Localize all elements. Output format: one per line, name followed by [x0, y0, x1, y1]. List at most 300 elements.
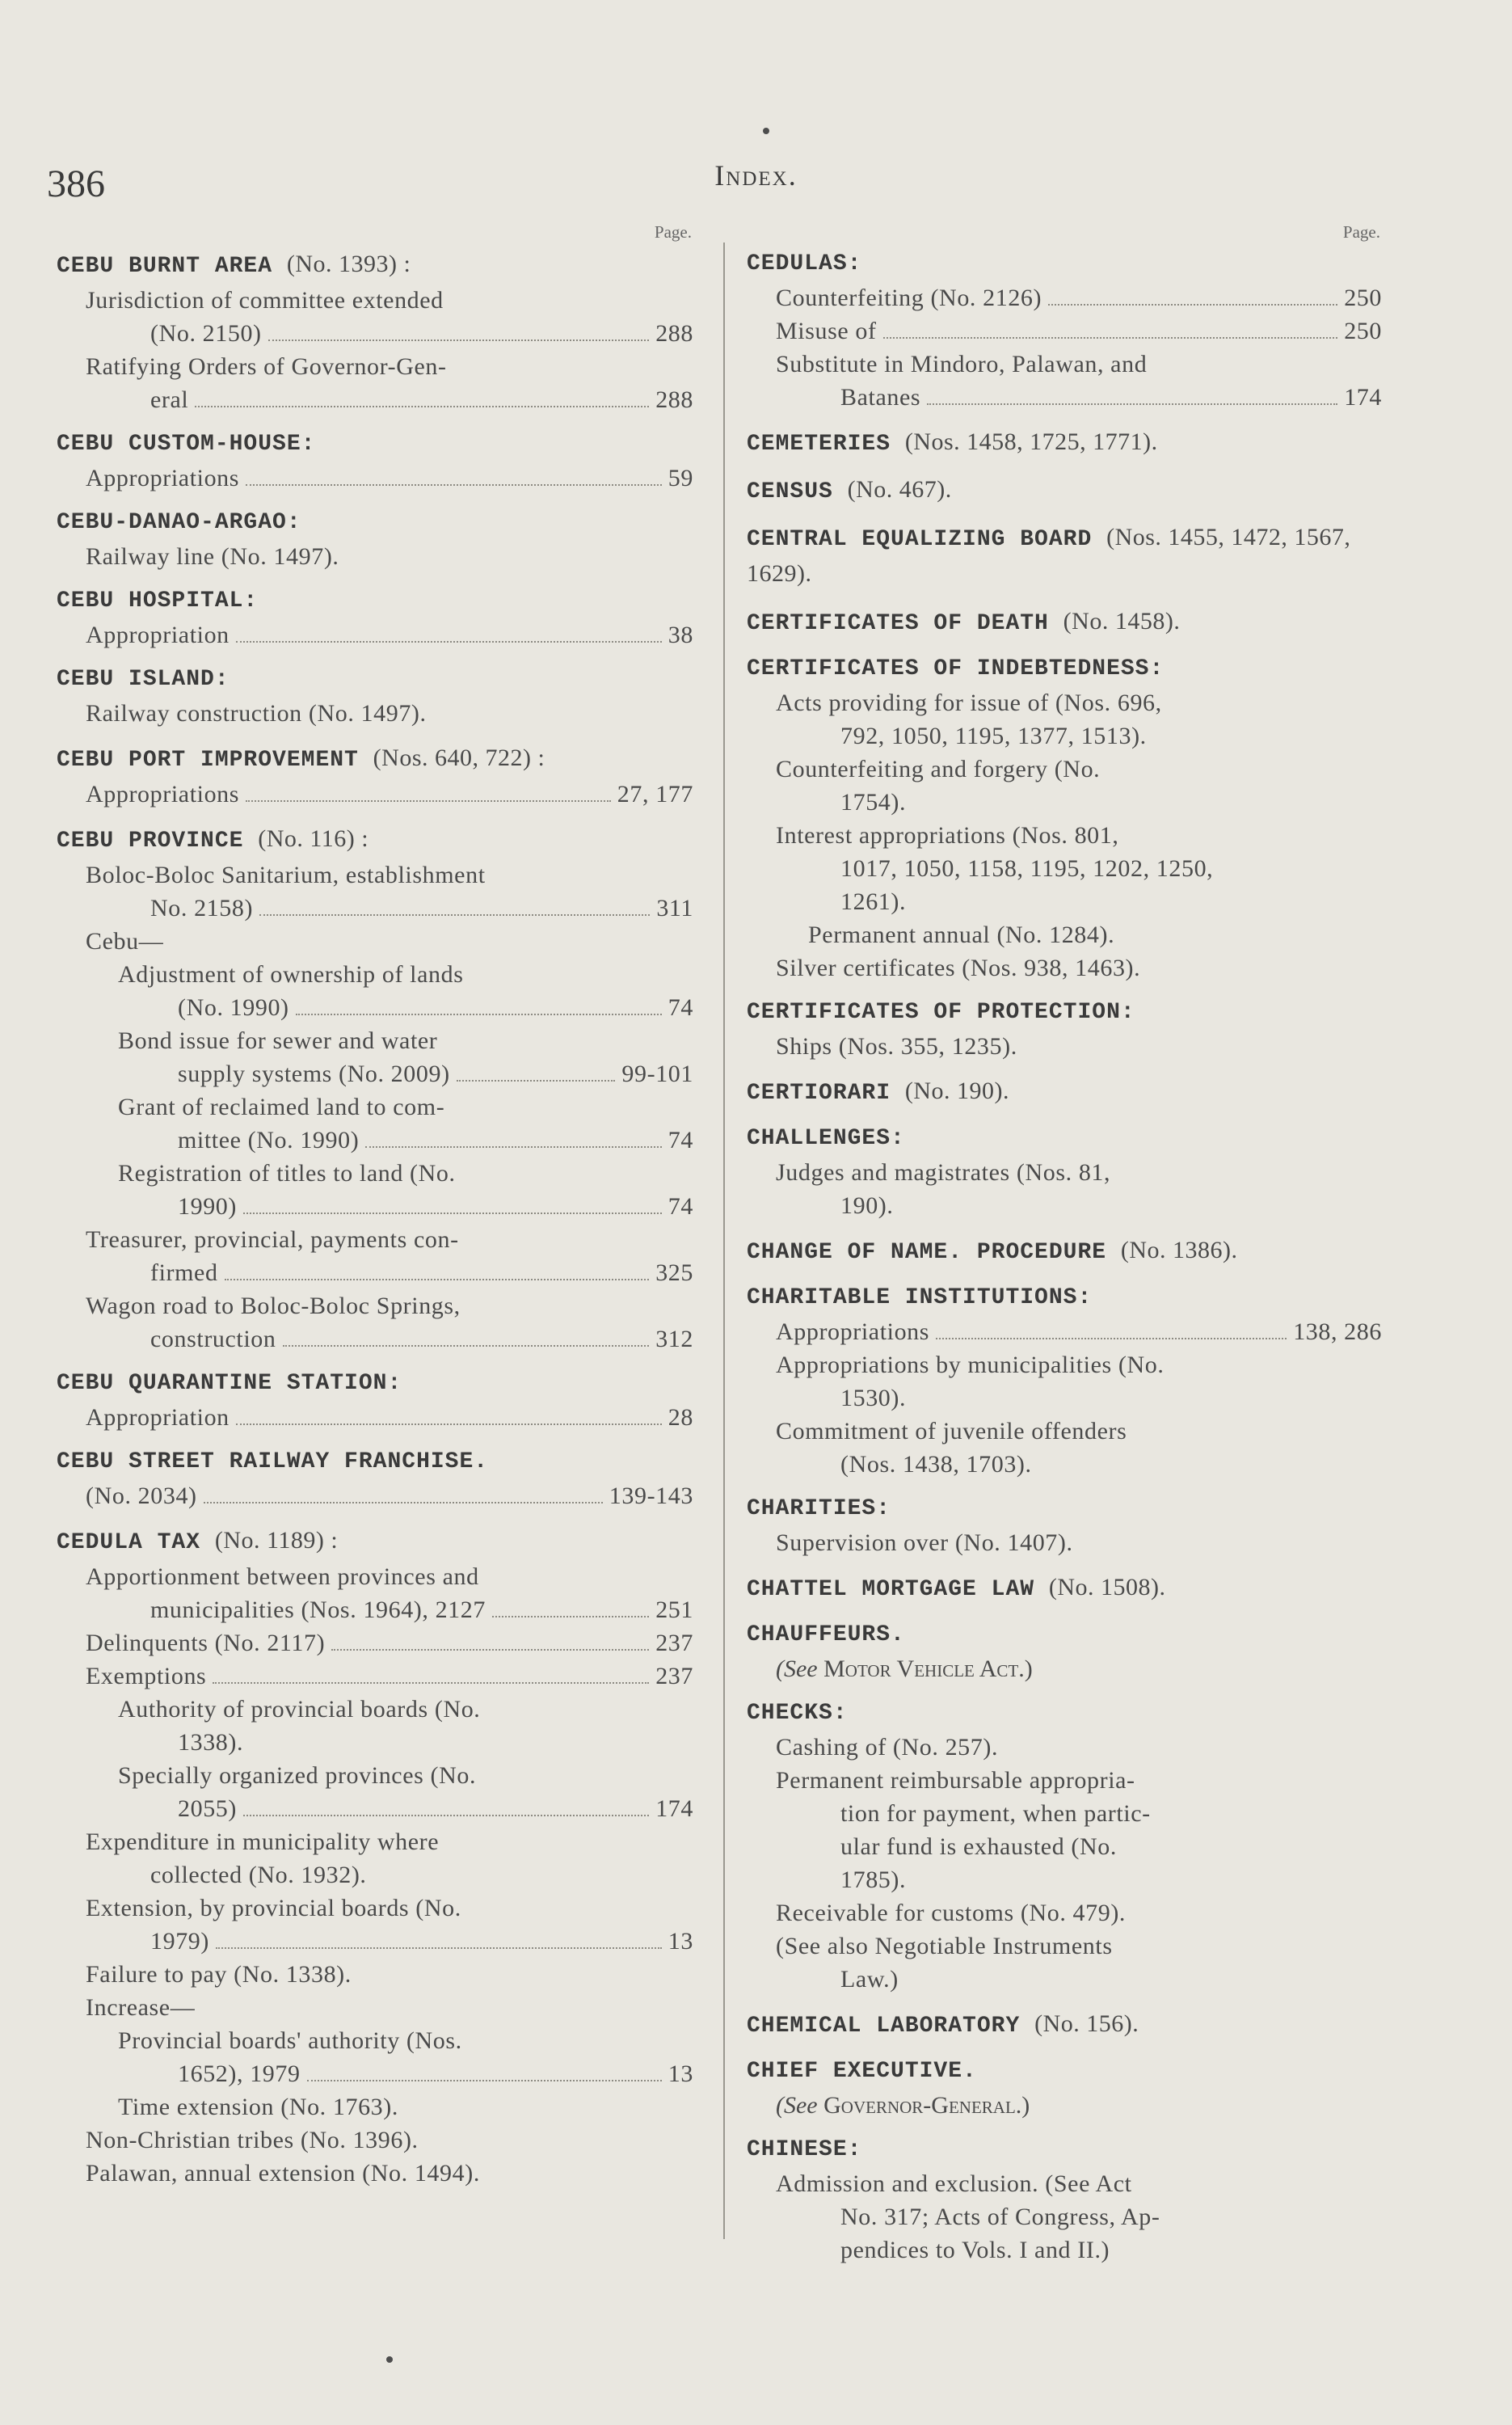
dot-leader [296, 1014, 662, 1015]
dot-leader [225, 1279, 650, 1280]
subentry-line [776, 852, 1382, 885]
subentry-line [776, 2200, 1382, 2233]
entry-heading-text: CEBU HOSPITAL: [57, 588, 259, 614]
subentry-line [86, 1256, 693, 1289]
entry-heading [747, 1281, 1382, 1315]
subentry-text: Appropriation [86, 1404, 230, 1431]
subentry-text: eral [150, 386, 189, 413]
entry-heading-text: CHARITABLE INSTITUTIONS: [747, 1285, 1093, 1310]
entry-heading [747, 1492, 1382, 1526]
speck [763, 128, 769, 134]
subentry-line [776, 1415, 1382, 1448]
page-reference: 174 [655, 1795, 693, 1822]
index-subentry [57, 778, 693, 811]
subentry-line [118, 1057, 693, 1090]
index-subentry [747, 1764, 1382, 1896]
subentry-line [118, 2057, 693, 2090]
subentry-line [776, 1929, 1382, 1963]
entry-heading-text: CHEMICAL LABORATORY [747, 2014, 1021, 2039]
entry-heading-text: CERTIFICATES OF DEATH [747, 611, 1049, 636]
dot-leader [883, 337, 1338, 339]
subentry-text: Cebu— [86, 928, 164, 955]
subentry-text: Registration of titles to land (No. [118, 1160, 456, 1187]
subentry-line [86, 350, 693, 383]
dot-leader [204, 1502, 603, 1504]
see-prefix: (See [776, 1655, 818, 1682]
subentry-line [776, 1156, 1382, 1189]
index-subentry [57, 858, 693, 925]
index-entry [747, 2007, 1382, 2043]
subentry-text: Provincial boards' authority (Nos. [118, 2027, 462, 2054]
index-subentry [57, 697, 693, 730]
index-subentry [57, 1479, 693, 1512]
subentry-text: Grant of reclaimed land to com- [118, 1094, 445, 1120]
subentry-line [118, 1693, 693, 1726]
entry-heading-text: CHIEF EXECUTIVE. [747, 2059, 977, 2084]
index-subentry [747, 2167, 1382, 2267]
subentry-text: Counterfeiting (No. 2126) [776, 285, 1042, 311]
index-subentry [57, 350, 693, 416]
page-reference: 74 [668, 994, 693, 1021]
index-entry [747, 2055, 1382, 2122]
entry-heading [57, 822, 693, 858]
subentry-line [776, 1381, 1382, 1415]
entry-reference: (No. 1189) : [214, 1527, 339, 1554]
index-entry [747, 473, 1382, 509]
dot-leader [331, 1649, 649, 1651]
subentry-line [776, 753, 1382, 786]
entry-heading [57, 1367, 693, 1401]
page-reference: 311 [656, 895, 693, 922]
dot-leader [492, 1616, 649, 1617]
entry-heading [57, 1524, 693, 1560]
entry-heading [747, 2055, 1382, 2089]
entry-heading-text: CERTIFICATES OF INDEBTEDNESS: [747, 656, 1165, 681]
subentry-line [776, 314, 1382, 348]
page-column-label: Page. [1342, 222, 1380, 242]
subentry-text: Exemptions [86, 1663, 207, 1689]
entry-heading [57, 741, 693, 778]
page-reference: 27, 177 [617, 781, 693, 808]
subentry-text: Batanes [840, 384, 921, 411]
subentry-text: 1979) [150, 1928, 209, 1955]
subentry-line [118, 958, 693, 991]
index-subentry [57, 2090, 693, 2123]
page-reference: 59 [668, 465, 693, 491]
subentry-text: supply systems (No. 2009) [178, 1061, 450, 1087]
subentry-text: Permanent reimbursable appropria- [776, 1767, 1135, 1794]
entry-heading [747, 2007, 1382, 2043]
index-subentry [57, 540, 693, 573]
subentry-text: (No. 1990) [178, 994, 289, 1021]
index-entry [57, 584, 693, 652]
index-entry [57, 1524, 693, 2190]
subentry-line [776, 951, 1382, 985]
subentry-text: Palawan, annual extension (No. 1494). [86, 2160, 480, 2187]
index-subentry [57, 1825, 693, 1892]
index-subentry [57, 1892, 693, 1958]
subentry-line [776, 819, 1382, 852]
index-subentry [57, 1626, 693, 1660]
subentry-text: collected (No. 1932). [150, 1862, 367, 1888]
page-title: Index. [714, 159, 798, 192]
page-reference: 325 [655, 1259, 693, 1286]
subentry-line [118, 2090, 693, 2123]
subentry-line [118, 1190, 693, 1223]
entry-heading [57, 1445, 693, 1479]
entry-heading [747, 1074, 1382, 1111]
dot-leader [195, 406, 649, 407]
entry-heading [747, 1618, 1382, 1652]
index-subentry [57, 1223, 693, 1289]
subentry-line [86, 1289, 693, 1322]
subentry-text: 1530). [840, 1385, 907, 1411]
index-subentry [747, 951, 1382, 985]
subentry-text: 190). [840, 1192, 894, 1219]
entry-reference: (No. 1458). [1063, 608, 1181, 635]
index-subentry [747, 1030, 1382, 1063]
page-reference: 288 [655, 386, 693, 413]
see-target: Governor-General.) [823, 2092, 1030, 2119]
subentry-line [86, 1991, 693, 2024]
subentry-line [776, 2167, 1382, 2200]
subentry-text: Appropriations [86, 781, 240, 808]
page-reference: 139-143 [609, 1482, 693, 1509]
subentry-line [776, 1526, 1382, 1559]
page-number: 386 [47, 162, 105, 205]
dot-leader [927, 403, 1337, 405]
subentry-text: Permanent annual (No. 1284). [808, 922, 1115, 948]
index-subentry [57, 2123, 693, 2157]
subentry-line [86, 1401, 693, 1434]
entry-reference: (No. 1386). [1120, 1237, 1238, 1263]
see-prefix: (See [776, 2092, 818, 2119]
index-subentry [747, 314, 1382, 348]
subentry-line [776, 1896, 1382, 1929]
left-entries [57, 247, 693, 2190]
index-subentry [57, 1560, 693, 1626]
subentry-line [118, 1792, 693, 1825]
subentry-text: Extension, by provincial boards (No. [86, 1895, 461, 1921]
dot-leader [236, 641, 662, 643]
subentry-text: Interest appropriations (Nos. 801, [776, 822, 1119, 849]
subentry-text: Cashing of (No. 257). [776, 1734, 999, 1761]
dot-leader [236, 1423, 662, 1425]
index-entry [747, 521, 1382, 593]
index-subentry [747, 1156, 1382, 1222]
subentry-text: Adjustment of ownership of lands [118, 961, 464, 988]
entry-reference: (No. 467). [847, 476, 952, 503]
entry-reference: (Nos. 640, 722) : [373, 744, 545, 771]
page-reference: 13 [668, 1928, 693, 1955]
subentry-text: Treasurer, provincial, payments con- [86, 1226, 459, 1253]
index-subentry [57, 2024, 693, 2090]
subentry-line [86, 1560, 693, 1593]
subentry-line [776, 786, 1382, 819]
index-subentry [747, 686, 1382, 753]
index-entry [57, 1445, 693, 1512]
index-entry [747, 1492, 1382, 1559]
subentry-line [776, 348, 1382, 381]
entry-heading-text: CHECKS: [747, 1701, 848, 1726]
subentry-text: mittee (No. 1990) [178, 1127, 360, 1153]
entry-heading-text: CEBU BURNT AREA [57, 254, 273, 279]
dot-leader [365, 1146, 661, 1148]
index-entry [57, 506, 693, 573]
dot-leader [243, 1815, 649, 1816]
page-reference: 28 [668, 1404, 693, 1431]
subentry-line [118, 1124, 693, 1157]
index-subentry [57, 1660, 693, 1693]
entry-heading [747, 425, 1382, 462]
index-subentry [747, 1526, 1382, 1559]
index-subentry [747, 753, 1382, 819]
index-entry [747, 1281, 1382, 1481]
subentry-line [118, 1090, 693, 1124]
entry-heading-text: CEDULAS: [747, 251, 862, 276]
dot-leader [307, 2080, 662, 2081]
entry-heading-text: CEBU PROVINCE [57, 829, 244, 854]
index-subentry [57, 925, 693, 958]
subentry-line [776, 1863, 1382, 1896]
entry-heading [747, 1122, 1382, 1156]
entry-reference: (Nos. 1455, 1472, 1567, 1629). [747, 524, 1351, 587]
index-entry [747, 652, 1382, 985]
subentry-line [86, 317, 693, 350]
subentry-text: Substitute in Mindoro, Palawan, and [776, 351, 1148, 377]
subentry-text: Law.) [840, 1966, 899, 1993]
subentry-line [808, 918, 1382, 951]
subentry-text: 1990) [178, 1193, 237, 1220]
subentry-text: Delinquents (No. 2117) [86, 1630, 326, 1656]
index-entry [57, 741, 693, 811]
entry-heading-text: CEBU PORT IMPROVEMENT [57, 748, 359, 773]
subentry-text: Receivable for customs (No. 479). [776, 1900, 1127, 1926]
subentry-text: (No. 2034) [86, 1482, 197, 1509]
subentry-text: Railway line (No. 1497). [86, 543, 339, 570]
entry-heading-text: CEDULA TAX [57, 1530, 201, 1555]
dot-leader [457, 1080, 616, 1082]
subentry-line [776, 1797, 1382, 1830]
page-reference: 237 [655, 1663, 693, 1689]
entry-heading [747, 1571, 1382, 1607]
subentry-line [776, 381, 1382, 414]
entry-heading-text: CHANGE OF NAME. PROCEDURE [747, 1240, 1107, 1265]
subentry-line [86, 2123, 693, 2157]
subentry-line [86, 1825, 693, 1858]
dot-leader [246, 800, 611, 802]
entry-heading-text: CENSUS [747, 479, 833, 504]
index-entry [747, 996, 1382, 1063]
subentry-line [86, 284, 693, 317]
subentry-line [86, 1223, 693, 1256]
subentry-line [86, 1892, 693, 1925]
index-subentry [747, 1929, 1382, 1996]
subentry-text: tion for payment, when partic- [840, 1800, 1151, 1827]
subentry-text: firmed [150, 1259, 218, 1286]
subentry-text: 1754). [840, 789, 907, 816]
index-entry [747, 1074, 1382, 1111]
see-reference [747, 1652, 1382, 1685]
index-entry [57, 822, 693, 1356]
subentry-text: Boloc-Boloc Sanitarium, establishment [86, 862, 486, 888]
subentry-line [118, 1157, 693, 1190]
entry-heading [747, 996, 1382, 1030]
subentry-line [86, 2157, 693, 2190]
entry-heading-text: CEMETERIES [747, 432, 891, 457]
subentry-line [86, 1925, 693, 1958]
page-reference: 99-101 [621, 1061, 693, 1087]
entry-reference: (No. 190). [904, 1078, 1009, 1104]
subentry-text: Misuse of [776, 318, 877, 344]
index-entry [747, 1122, 1382, 1222]
page-reference: 74 [668, 1193, 693, 1220]
subentry-line [776, 1764, 1382, 1797]
index-subentry [57, 2157, 693, 2190]
subentry-text: 792, 1050, 1195, 1377, 1513). [840, 723, 1147, 749]
subentry-text: 1652), 1979 [178, 2060, 301, 2087]
subentry-text: (See also Negotiable Instruments [776, 1933, 1113, 1959]
subentry-line [776, 2233, 1382, 2267]
subentry-line [86, 462, 693, 495]
index-entry [57, 1367, 693, 1434]
column-divider [723, 242, 725, 2239]
subentry-text: No. 317; Acts of Congress, Ap- [840, 2204, 1160, 2230]
index-subentry [57, 958, 693, 1024]
index-entry [747, 247, 1382, 414]
entry-heading [747, 1234, 1382, 1270]
page-reference: 288 [655, 320, 693, 347]
subentry-line [776, 1189, 1382, 1222]
right-entries [747, 247, 1382, 2267]
page-reference: 74 [668, 1127, 693, 1153]
left-column [57, 217, 693, 2201]
subentry-text: No. 2158) [150, 895, 254, 922]
entry-heading-text: CHATTEL MORTGAGE LAW [747, 1577, 1035, 1602]
index-subentry [57, 1024, 693, 1090]
subentry-line [118, 991, 693, 1024]
subentry-line [118, 2024, 693, 2057]
index-entry [747, 425, 1382, 462]
page-reference: 237 [655, 1630, 693, 1656]
page-reference: 13 [668, 2060, 693, 2087]
subentry-line [776, 885, 1382, 918]
subentry-line [776, 281, 1382, 314]
page-reference: 38 [668, 622, 693, 648]
dot-leader [268, 340, 650, 341]
subentry-line [776, 1348, 1382, 1381]
subentry-line [86, 697, 693, 730]
subentry-text: pendices to Vols. I and II.) [840, 2237, 1110, 2263]
subentry-line [86, 1626, 693, 1660]
index-entry [747, 1234, 1382, 1270]
subentry-text: Appropriation [86, 622, 230, 648]
entry-heading-text: CHARITIES: [747, 1496, 891, 1521]
index-subentry [747, 1415, 1382, 1481]
subentry-text: Admission and exclusion. (See Act [776, 2170, 1132, 2197]
dot-leader [283, 1345, 650, 1347]
subentry-text: Non-Christian tribes (No. 1396). [86, 2127, 419, 2153]
subentry-text: 1338). [178, 1729, 244, 1756]
index-entry [747, 605, 1382, 641]
dot-leader [213, 1682, 649, 1684]
page-reference: 138, 286 [1293, 1318, 1382, 1345]
subentry-text: 1261). [840, 888, 907, 915]
subentry-line [86, 1479, 693, 1512]
subentry-text: Commitment of juvenile offenders [776, 1418, 1127, 1444]
subentry-line [86, 858, 693, 892]
dot-leader [216, 1947, 662, 1949]
subentry-line [118, 1726, 693, 1759]
subentry-text: 2055) [178, 1795, 237, 1822]
subentry-text: Bond issue for sewer and water [118, 1027, 438, 1054]
index-subentry [747, 348, 1382, 414]
entry-heading [747, 652, 1382, 686]
subentry-text: (Nos. 1438, 1703). [840, 1451, 1032, 1478]
index-subentry [57, 284, 693, 350]
index-subentry [57, 1759, 693, 1825]
subentry-line [776, 1448, 1382, 1481]
subentry-text: (No. 2150) [150, 320, 262, 347]
index-subentry [747, 1731, 1382, 1764]
entry-heading [57, 506, 693, 540]
entry-heading-text: CHALLENGES: [747, 1126, 905, 1151]
subentry-line [776, 1963, 1382, 1996]
index-subentry [747, 1896, 1382, 1929]
entry-heading [747, 2133, 1382, 2167]
subentry-line [86, 892, 693, 925]
entry-heading-text: CEBU CUSTOM-HOUSE: [57, 432, 316, 457]
entry-heading-text: CEBU ISLAND: [57, 667, 230, 692]
subentry-text: ular fund is exhausted (No. [840, 1833, 1117, 1860]
subentry-line [86, 540, 693, 573]
subentry-line [86, 778, 693, 811]
subentry-text: Silver certificates (Nos. 938, 1463). [776, 955, 1141, 981]
entry-heading [57, 584, 693, 618]
subentry-line [86, 925, 693, 958]
dot-leader [246, 484, 662, 486]
subentry-line [86, 1322, 693, 1356]
entry-heading-text: CEBU QUARANTINE STATION: [57, 1371, 402, 1396]
entry-heading [747, 605, 1382, 641]
index-subentry [57, 1693, 693, 1759]
dot-leader [243, 1212, 662, 1214]
subentry-text: 1785). [840, 1866, 907, 1893]
index-subentry [747, 281, 1382, 314]
subentry-text: Counterfeiting and forgery (No. [776, 756, 1101, 782]
subentry-text: Specially organized provinces (No. [118, 1762, 477, 1789]
subentry-text: construction [150, 1326, 276, 1352]
subentry-text: Apportionment between provinces and [86, 1563, 479, 1590]
subentry-line [86, 1858, 693, 1892]
subentry-line [776, 1030, 1382, 1063]
entry-heading [57, 428, 693, 462]
subentry-text: Railway construction (No. 1497). [86, 700, 427, 727]
subentry-text: Appropriations [86, 465, 240, 491]
index-subentry [57, 462, 693, 495]
index-subentry [747, 819, 1382, 918]
index-entry [747, 2133, 1382, 2267]
page-column-label: Page. [654, 222, 692, 242]
entry-heading [747, 247, 1382, 281]
entry-heading-text: CHINESE: [747, 2137, 862, 2162]
subentry-text: Ships (Nos. 355, 1235). [776, 1033, 1017, 1060]
right-column [747, 217, 1382, 2278]
index-entry [747, 1697, 1382, 1996]
entry-heading [747, 521, 1382, 593]
entry-reference: (No. 1508). [1048, 1574, 1166, 1600]
index-subentry [747, 1315, 1382, 1348]
